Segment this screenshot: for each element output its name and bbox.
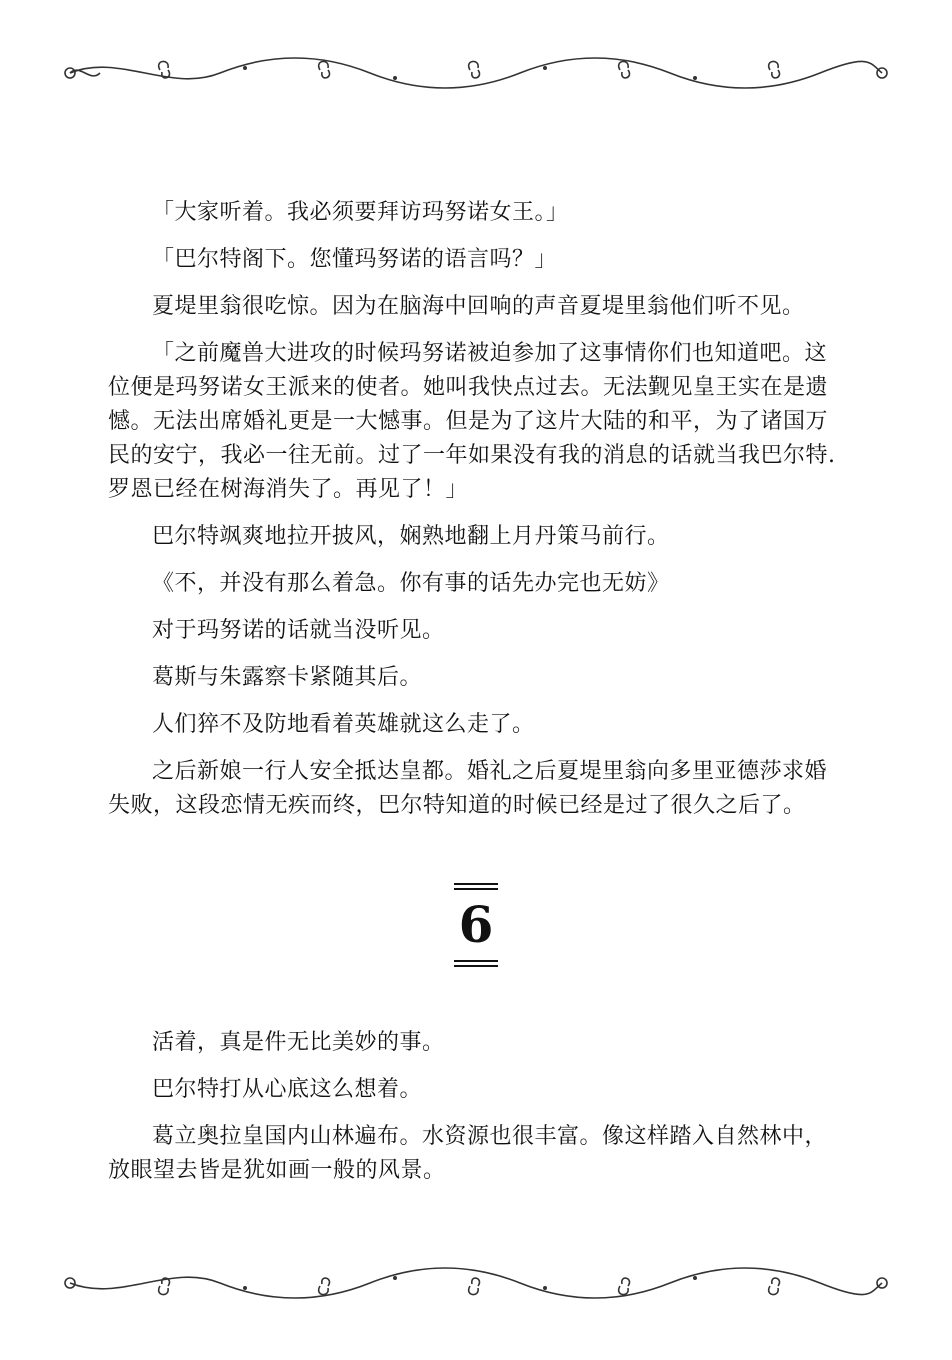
bottom-ornament-border xyxy=(60,1258,892,1308)
text-section-b xyxy=(108,1026,848,1201)
paragraph: 巴尔特飒爽地拉开披风，娴熟地翻上月丹策马前行。 xyxy=(152,524,670,549)
paragraph: 之后新娘一行人安全抵达皇都。婚礼之后夏堤里翁向多里亚德莎求婚失败，这段恋情无疾而终，巴尔特知道的时候已经是过了很久之后了。 xyxy=(108,759,828,818)
text-section-a xyxy=(108,196,848,836)
paragraph: 「之前魔兽大进攻的时候玛努诺被迫参加了这事情你们也知道吧。这位便是玛努诺女王派来的使者。她叫我快点过去。无法觐见皇王实在是遗憾。无法出席婚礼更是一大憾事。但是为了这片大陆的和平，为了诸国万民的安宁，我必一往无前。过了一年如果没有我的消息的话就当我巴尔特.罗恩已经在树海消失了。再见了！」 xyxy=(108,341,836,502)
chapter-rule-bottom xyxy=(454,960,498,962)
paragraph: 对于玛努诺的话就当没听见。 xyxy=(152,618,445,643)
paragraph: 葛立奥拉皇国内山林遍布。水资源也很丰富。像这样踏入自然林中，放眼望去皆是犹如画一般的风景。 xyxy=(108,1124,828,1183)
paragraph: 活着，真是件无比美妙的事。 xyxy=(152,1030,445,1055)
chapter-number: 6 xyxy=(458,895,494,954)
chapter-rule-top xyxy=(454,883,498,885)
chapter-heading xyxy=(454,880,498,972)
paragraph: 夏堤里翁很吃惊。因为在脑海中回响的声音夏堤里翁他们听不见。 xyxy=(152,294,805,319)
paragraph: 「巴尔特阁下。您懂玛努诺的语言吗？」 xyxy=(152,247,558,272)
paragraph: 葛斯与朱露察卡紧随其后。 xyxy=(152,665,423,690)
top-ornament-border xyxy=(60,48,892,98)
paragraph: 人们猝不及防地看着英雄就这么走了。 xyxy=(152,712,535,737)
paragraph: 「大家听着。我必须要拜访玛努诺女王。」 xyxy=(152,200,569,225)
paragraph: 巴尔特打从心底这么想着。 xyxy=(152,1077,423,1102)
paragraph: 《不，并没有那么着急。你有事的话先办完也无妨》 xyxy=(152,571,670,596)
chapter-rule-top xyxy=(454,888,498,890)
chapter-rule-bottom xyxy=(454,965,498,967)
